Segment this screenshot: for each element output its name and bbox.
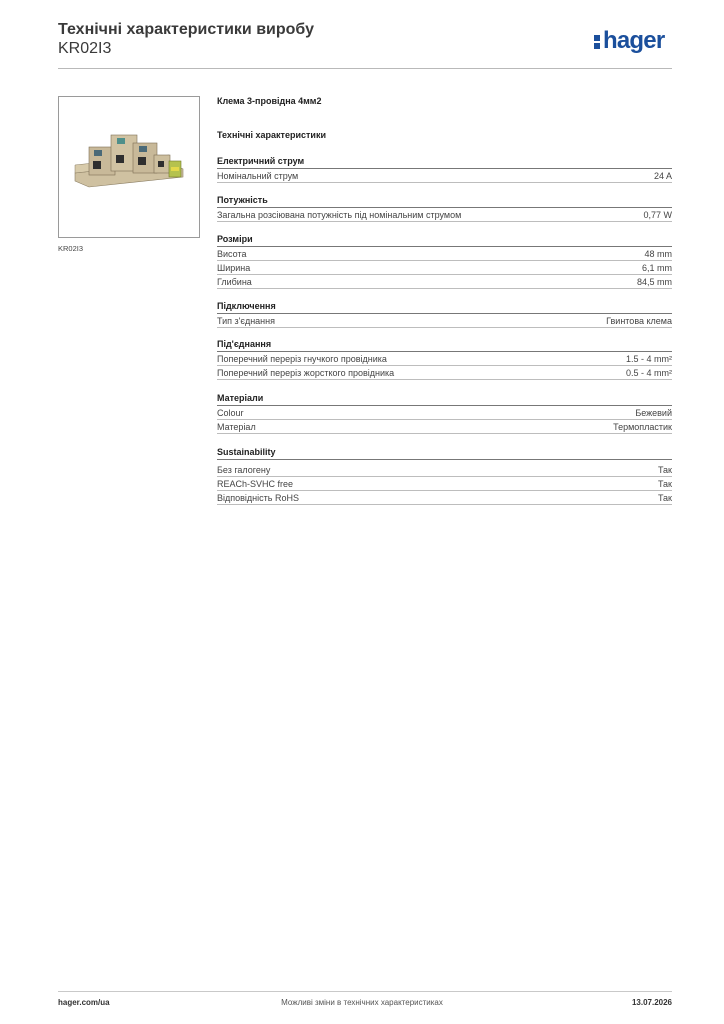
spec-value: 0.5 - 4 mm² <box>625 367 672 378</box>
spec-value: 6,1 mm <box>641 262 672 273</box>
spec-row <box>217 275 672 289</box>
tech-specs-heading: Технічні характеристики <box>217 130 326 140</box>
section-title: Потужність <box>217 195 268 205</box>
spec-label: Ширина <box>217 262 251 273</box>
spec-row <box>217 314 672 328</box>
spec-row <box>217 247 672 261</box>
footer-divider <box>58 991 672 992</box>
spec-row <box>217 463 672 477</box>
section-divider <box>217 459 672 460</box>
spec-label: Colour <box>217 407 244 418</box>
spec-row <box>217 420 672 434</box>
section-title: Розміри <box>217 234 253 244</box>
spec-row <box>217 477 672 491</box>
spec-label: REACh-SVHC free <box>217 478 294 489</box>
spec-label: Глибина <box>217 276 252 287</box>
spec-label: Поперечний переріз жорсткого провідника <box>217 367 395 378</box>
spec-row <box>217 169 672 183</box>
spec-value: 84,5 mm <box>636 276 672 287</box>
footer-date: 13.07.2026 <box>631 998 672 1007</box>
spec-value: Термопластик <box>613 421 672 432</box>
spec-row <box>217 406 672 420</box>
spec-row <box>217 352 672 366</box>
spec-label: Висота <box>217 248 247 259</box>
terminal-block-illustration <box>59 97 199 237</box>
spec-value: 48 mm <box>644 248 672 259</box>
spec-value: 0,77 W <box>643 209 672 220</box>
spec-label: Загальна розсіювана потужність під номінальним струмом <box>217 209 462 220</box>
image-caption: KR02I3 <box>58 244 84 253</box>
spec-row <box>217 366 672 380</box>
logo-dots-icon <box>594 33 602 50</box>
section-title: Sustainability <box>217 447 276 457</box>
spec-label: Номінальний струм <box>217 170 299 181</box>
logo-text: hager <box>603 27 665 54</box>
spec-value: Бежевий <box>635 407 672 418</box>
spec-label: Відповідність RoHS <box>217 492 299 503</box>
section-title: Підключення <box>217 301 276 311</box>
spec-label: Матеріал <box>217 421 256 432</box>
footer-note: Можливі зміни в технічних характеристиках <box>281 998 443 1007</box>
spec-value: 1.5 - 4 mm² <box>625 353 672 364</box>
spec-value: 24 A <box>653 170 672 181</box>
spec-value: Гвинтова клема <box>606 315 672 326</box>
header-divider <box>58 68 672 69</box>
product-image <box>58 96 200 238</box>
section-title: Під'єднання <box>217 339 272 349</box>
spec-row <box>217 491 672 505</box>
footer-website-link[interactable]: hager.com/ua <box>58 998 110 1007</box>
product-code: KR02I3 <box>58 40 112 57</box>
spec-label: Тип з'єднання <box>217 315 275 326</box>
page-title: Технічні характеристики виробу <box>58 21 314 38</box>
spec-value: Так <box>657 492 672 503</box>
spec-label: Без галогену <box>217 464 271 475</box>
spec-row <box>217 261 672 275</box>
product-name: Клема 3-провідна 4мм2 <box>217 96 322 106</box>
spec-row <box>217 208 672 222</box>
spec-label: Поперечний переріз гнучкого провідника <box>217 353 387 364</box>
spec-value: Так <box>657 464 672 475</box>
section-title: Матеріали <box>217 393 264 403</box>
spec-value: Так <box>657 478 672 489</box>
section-title: Електричний струм <box>217 156 305 166</box>
hager-logo[interactable] <box>594 29 664 53</box>
